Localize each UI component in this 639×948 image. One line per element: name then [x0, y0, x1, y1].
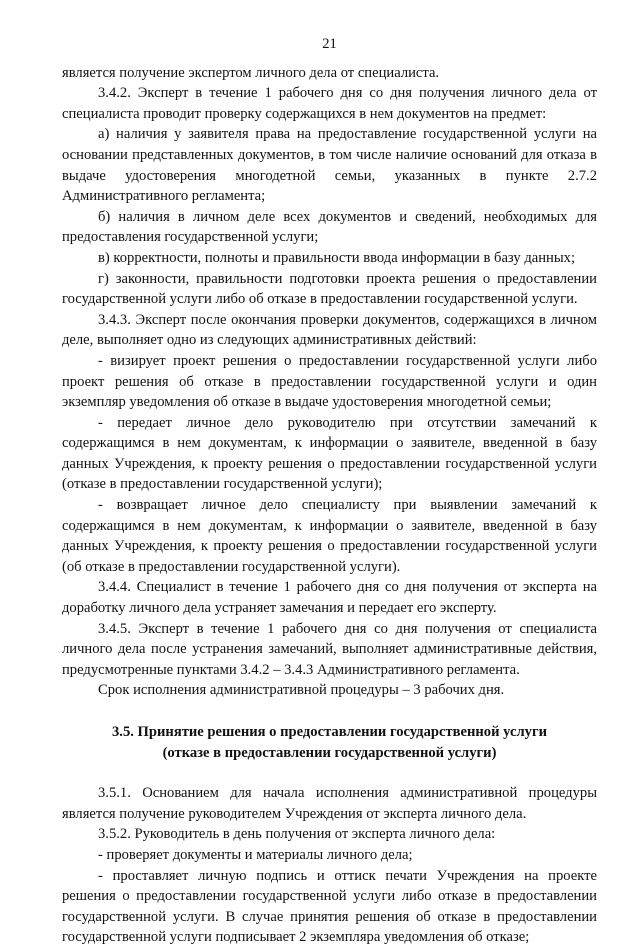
deadline-paragraph: Срок исполнения административной процедуры – 3 рабочих дня.	[98, 682, 505, 699]
dash-item: - передает личное дело руководителю при отсутствии замечаний к содержащимся в нем документам, к информации о заявителе, введенной в базу данных Учреждения, к проекту решения о предоставлении государственной услуги (отказе в предоставлении государственной услуги);	[62, 414, 597, 493]
paragraph-3-5-1: 3.5.1. Основанием для начала исполнения административной процедуры является получение руководителем Учреждения от эксперта личного дела.	[62, 785, 597, 822]
list-item-a: а) наличия у заявителя права на предоставление государственной услуги на основании представленных документов, в том числе наличие оснований для отказа в выдаче удостоверения многодетной семьи, указанных в пункте 2.7.2 Административного регламента;	[62, 126, 597, 205]
section-heading-line-2: (отказе в предоставлении государственной услуги)	[162, 744, 497, 761]
paragraph-3-5-2: 3.5.2. Руководитель в день получения от эксперта личного дела:	[98, 826, 496, 843]
page-number: 21	[322, 36, 337, 52]
dash-item: - проверяет документы и материалы личного дела;	[98, 846, 413, 863]
section-3-5-body	[62, 783, 597, 948]
dash-item: - возвращает личное дело специалисту при выявлении замечаний к содержащимся в нем документам, к информации о заявителе, введенной в базу данных Учреждения, к проекту решения о предоставлении государственной услуги (об отказе в предоставлении государственной услуги).	[62, 497, 597, 575]
section-heading-line-1: 3.5. Принятие решения о предоставлении государственной услуги	[112, 724, 547, 740]
paragraph-3-4-4: 3.4.4. Специалист в течение 1 рабочего дня со дня получения от эксперта на доработку личного дела устраняет замечания и передает его эксперту.	[62, 579, 597, 617]
list-item-b: б) наличия в личном деле всех документов и сведений, необходимых для предоставления государственной услуги;	[62, 208, 597, 246]
paragraph-3-4-3: 3.4.3. Эксперт после окончания проверки документов, содержащихся в личном деле, выполняет одно из следующих административных действий:	[62, 311, 597, 349]
section-heading-3-5	[62, 722, 597, 763]
paragraph-3-4-2: 3.4.2. Эксперт в течение 1 рабочего дня со дня получения личного дела от специалиста проводит проверку содержащихся в нем документов на предмет:	[62, 85, 597, 122]
list-item-v: в) корректности, полноты и правильности ввода информации в базу данных;	[98, 249, 576, 266]
section-3-4-body	[62, 63, 597, 701]
dash-item: - визирует проект решения о предоставлении государственной услуги либо проект решения об отказе в предоставлении государственной услуги и один экземпляр уведомления об отказе в выдаче удостоверения многодетной семьи;	[62, 352, 597, 411]
paragraph-3-4-5: 3.4.5. Эксперт в течение 1 рабочего дня со дня получения от специалиста личного дела после устранения замечаний, выполняет административные действия, предусмотренные пунктами 3.4.2 – 3.4.3 Административного регламента.	[62, 620, 597, 678]
list-item-g: г) законности, правильности подготовки проекта решения о предоставлении государственной услуги либо об отказе в предоставлении государственной услуги.	[62, 270, 597, 308]
paragraph: является получение экспертом личного дела от специалиста.	[62, 64, 440, 81]
dash-item: - проставляет личную подпись и оттиск печати Учреждения на проекте решения о предоставлении государственной услуги либо отказе в предоставлении государственной услуги. В случае принятия решения об отказе в предоставлении государственной услуги подписывает 2 экземпляра уведомления об отказе;	[62, 867, 597, 946]
